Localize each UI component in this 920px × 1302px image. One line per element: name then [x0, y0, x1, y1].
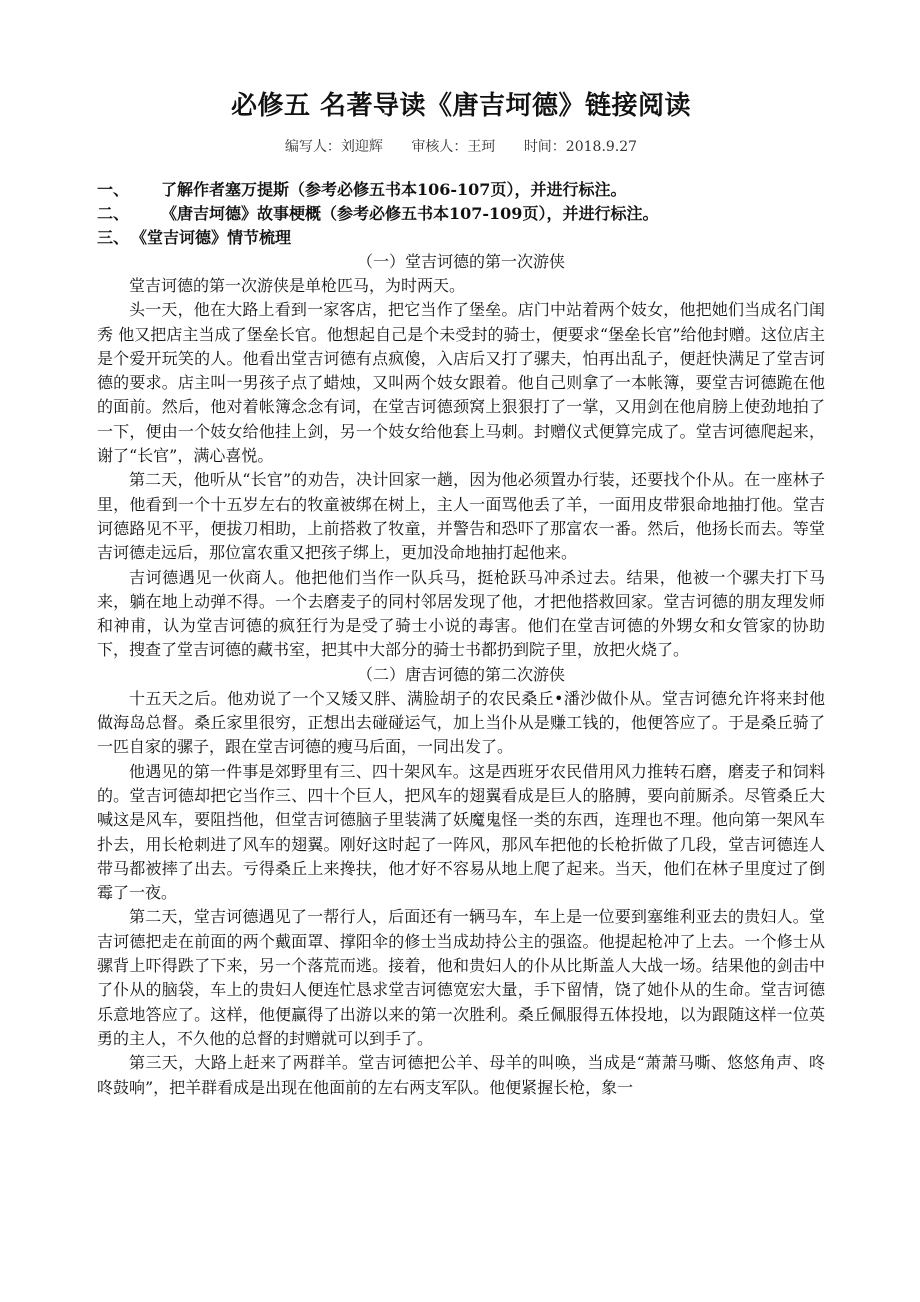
document-page: [97, 86, 825, 1100]
section-2: [97, 202, 825, 226]
section-1: [97, 178, 825, 202]
section-3: [97, 226, 825, 250]
paragraph: 吉诃德遇见一伙商人。他把他们当作一队兵马，挺枪跃马冲杀过去。结果，他被一个骡夫打下马来，躺在地上动弹不得。一个去磨麦子的同村邻居发现了他，才把他搭救回家。堂吉诃德的朋友理发师和神甫，认为堂吉诃德的疯狂行为是受了骑士小说的毒害。他们在堂吉诃德的外甥女和女管家的协助下，搜查了堂吉诃德的藏书室，把其中大部分的骑士书都扔到院子里，放把火烧了。: [97, 567, 825, 660]
paragraph: 第二天，堂吉诃德遇见了一帮行人，后面还有一辆马车，车上是一位要到塞维利亚去的贵妇人。堂吉诃德把走在前面的两个戴面罩、撑阳伞的修士当成劫持公主的强盗。他提起枪冲了上去。一个修士从骡背上吓得跌了下来，另一个落荒而逃。接着，他和贵妇人的仆从比斯盖人大战一场。结果他的剑击中了仆从的脑袋，车上的贵妇人便连忙恳求堂吉诃德宽宏大量，手下留情，饶了她仆从的生命。堂吉诃德乐意地答应了。这样，他便赢得了出游以来的第一次胜利。桑丘佩服得五体投地，以为跟随这样一位英勇的主人，不久他的总督的封赠就可以到手了。: [97, 907, 825, 1048]
date-label: 时间：2018.9.27: [523, 139, 638, 155]
section-text: 《堂吉诃德》情节梳理: [131, 228, 292, 247]
document-meta: [97, 134, 825, 160]
author-label: 编写人：刘迎辉: [284, 139, 383, 155]
subheading-second-journey: （二）唐吉诃德的第二次游侠: [356, 664, 565, 684]
paragraph: 第二天，他听从“长官”的劝告，决计回家一趟，因为他必须置办行装，还要找个仆从。在一座林子里，他看到一个十五岁左右的牧童被绑在树上，主人一面骂他丢了羊，一面用皮带狠命地抽打他。堂吉诃德路见不平，便拔刀相助，上前搭救了牧童，并警告和恐吓了那富农一番。然后，他扬长而去。等堂吉诃德走远后，那位富农重又把孩子绑上，更加没命地抽打起他来。: [97, 470, 825, 563]
paragraph: 十五天之后。他劝说了一个又矮又胖、满脸胡子的农民桑丘•潘沙做仆从。堂吉诃德允许将来封他做海岛总督。桑丘家里很穷，正想出去碰碰运气，加上当仆从是赚工钱的，他便答应了。于是桑丘骑了一匹自家的骡子，跟在堂吉诃德的瘦马后面，一同出发了。: [97, 688, 825, 757]
subheading-first-journey: （一）堂吉诃德的第一次游侠: [356, 252, 565, 271]
document-title: 必修五 名著导读《唐吉坷德》链接阅读: [230, 91, 692, 121]
section-text: 《唐吉坷德》故事梗概（参考必修五书本107-109页），并进行标注。: [161, 204, 659, 223]
paragraph: 堂吉诃德的第一次游侠是单枪匹马，为时两天。: [129, 276, 466, 295]
reviewer-label: 审核人：王珂: [411, 139, 496, 155]
paragraph: 头一天，他在大路上看到一家客店，把它当作了堡垒。店门中站着两个妓女，他把她们当成名门闺秀 他又把店主当成了堡垒长官。他想起自己是个未受封的骑士，便要求“堡垒长官”给他封赠。这位店主是个爱开玩笑的人。他看出堂吉诃德有点疯傻，入店后又打了骡夫，怕再出乱子，便赶快满足了堂吉诃德的要求。店主叫一男孩子点了蜡烛，又叫两个妓女跟着。他自己则拿了一本帐簿，要堂吉诃德跪在他的面前。然后，他对着帐簿念念有词，在堂吉诃德颈窝上狠狠打了一掌，又用剑在他肩膀上使劲地拍了一下，便由一个妓女给他挂上剑，另一个妓女给他套上马刺。封赠仪式便算完成了。堂吉诃德爬起来，谢了“长官”，满心喜悦。: [97, 300, 825, 466]
section-number: 一、: [97, 180, 130, 199]
section-number: 二、: [97, 204, 130, 223]
section-number: 三、: [97, 228, 130, 247]
section-text: 了解作者塞万提斯（参考必修五书本106-107页），并进行标注。: [161, 180, 627, 199]
paragraph: 第三天，大路上赶来了两群羊。堂吉诃德把公羊、母羊的叫唤，当成是“萧萧马嘶、悠悠角声、咚咚鼓响”，把羊群看成是出现在他面前的左右两支军队。他便紧握长枪，象一: [97, 1053, 825, 1097]
paragraph: 他遇见的第一件事是郊野里有三、四十架风车。这是西班牙农民借用风力推转石磨，磨麦子和饲料的。堂吉诃德却把它当作三、四十个巨人，把风车的翅翼看成是巨人的胳膊，要向前厮杀。尽管桑丘大喊这是风车，要阻挡他，但堂吉诃德脑子里装满了妖魔鬼怪一类的东西，连理也不理。他向第一架风车扑去，用长枪刺进了风车的翅翼。刚好这时起了一阵风，那风车把他的长枪折做了几段，堂吉诃德连人带马都被摔了出去。亏得桑丘上来搀扶，他才好不容易从地上爬了起来。当天，他们在林子里度过了倒霉了一夜。: [97, 761, 825, 903]
